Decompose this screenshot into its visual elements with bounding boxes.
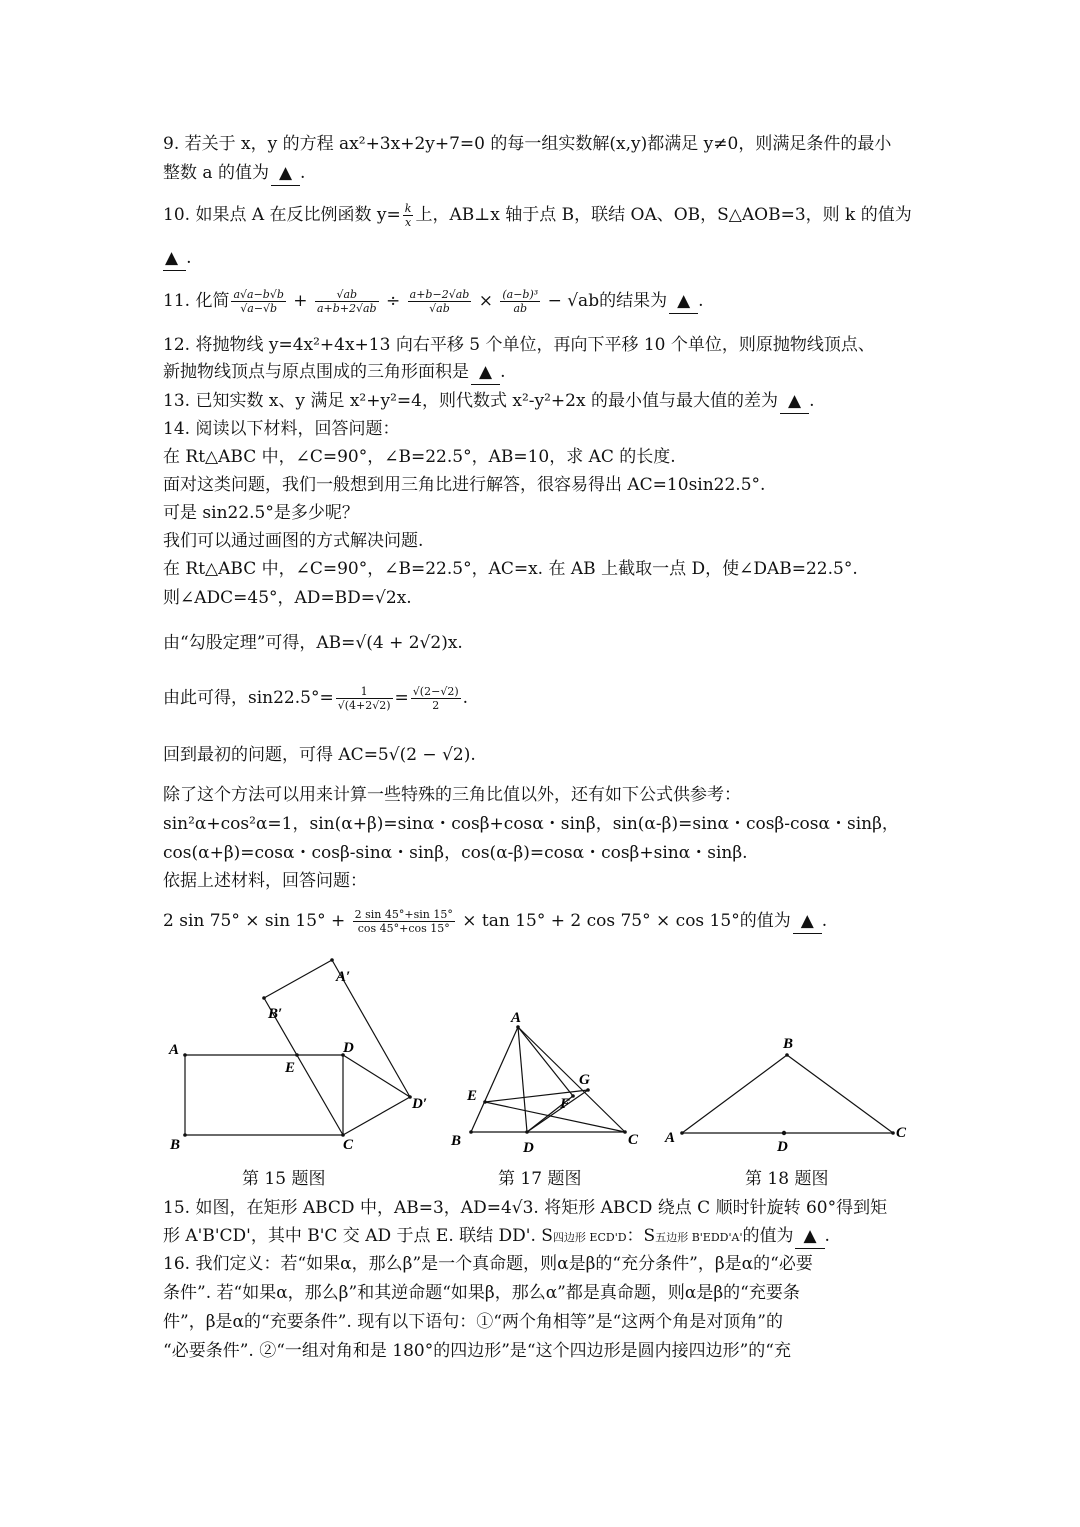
label-D1: D′ [412, 1096, 428, 1112]
problem-10-line-1 [163, 202, 912, 229]
fraction-1 [231, 288, 285, 315]
fraction-numerator: (a−b)³ [502, 288, 539, 301]
point-F [571, 1094, 575, 1098]
fraction-denominator: √ab [429, 302, 450, 315]
fraction-denominator: a+b+2√ab [316, 302, 377, 315]
fraction-denominator: cos 45°+cos 15° [357, 922, 450, 935]
edge-CD1 [343, 1097, 410, 1135]
fraction-numerator: 1 [336, 685, 393, 699]
fraction-denominator: √a−√b [240, 302, 278, 315]
edge-DD1 [343, 1055, 410, 1097]
problem-12-line-1: 12. 将抛物线 y=4x²+4x+13 向右平移 5 个单位，再向下平移 10 个单位，则原抛物线顶点、 [163, 335, 875, 355]
point-B [183, 1133, 187, 1137]
fraction-denominator: 2 [432, 699, 440, 712]
expression-prefix: 2 sin 75° × sin 15° + [163, 911, 346, 931]
problem-15-line-2-c: 的值为 [742, 1226, 794, 1246]
problem-16-line-4: “必要条件”. ②“一组对角和是 180°的四边形”是“这个四边形是圆内接四边形”的“充 [163, 1341, 791, 1361]
point-B [469, 1130, 473, 1134]
label-E: E [467, 1088, 478, 1104]
fraction-2 [315, 288, 379, 315]
point-G [586, 1088, 590, 1092]
fraction-numerator: √ab [315, 288, 379, 302]
label-C: C [628, 1132, 639, 1148]
answer-blank: ▲ [780, 389, 809, 414]
edge-AB [682, 1055, 787, 1133]
label-B1: B′ [268, 1006, 283, 1022]
period: . [462, 688, 469, 708]
problem-15-line-2-b: ：S [626, 1226, 656, 1246]
problem-16-line-2: 条件”. 若“如果α，那么β”和其逆命题“如果β，那么α”都是真命题，则α是β的“充要条 [163, 1283, 800, 1303]
edge-AD [518, 1027, 527, 1132]
problem-9-line-2-text: 整数 a 的值为 [163, 163, 269, 183]
problem-16-line-1: 16. 我们定义：若“如果α，那么β”是一个真命题，则α是β的“充分条件”，β是α的“必要 [163, 1254, 813, 1274]
problem-13-text: 13. 已知实数 x、y 满足 x²+y²=4，则代数式 x²-y²+2x 的最小值与最大值的差为 [163, 391, 778, 411]
problem-10-line-2: ▲ . [163, 246, 191, 271]
label-D: D [523, 1140, 534, 1156]
problem-14-line-8: 由“勾股定理”可得，AB=√(4 + 2√2)x. [163, 633, 463, 653]
edge-B1A1 [264, 960, 332, 998]
problem-9-line-2: 整数 a 的值为 ▲ . [163, 161, 305, 186]
point-E [483, 1100, 487, 1104]
problem-14-expression: 2 sin 75° × sin 15° + $\frac{2 \sin 45^\circ+\sin 15^\circ}{\cos 45^\circ+\cos 15^\circ}$ × tan 15° + 2 cos 75° × cos 15°的值为 ▲ . [163, 908, 828, 935]
answer-blank: ▲ [793, 909, 822, 934]
answer-blank: ▲ [271, 161, 300, 186]
problem-9-line-1: 9. 若关于 x，y 的方程 ax²+3x+2y+7=0 的每一组实数解(x,y)都满足 y≠0，则满足条件的最小 [163, 134, 892, 154]
problem-14-line-12: sin²α+cos²α=1，sin(α+β)=sinα・cosβ+cosα・sinβ，sin(α-β)=sinα・cosβ-cosα・sinβ， [163, 814, 899, 834]
answer-blank: ▲ [471, 360, 500, 385]
point-A [680, 1131, 684, 1135]
problem-12-line-2-text: 新抛物线顶点与原点围成的三角形面积是 [163, 362, 469, 382]
label-D: D [343, 1040, 354, 1056]
edge-AF [518, 1027, 573, 1096]
problem-15-line-1: 15. 如图，在矩形 ABCD 中，AB=3，AD=4√3. 将矩形 ABCD 绕点 C 顺时针旋转 60°得到矩 [163, 1198, 888, 1218]
fraction-numerator: a+b−2√ab [409, 288, 470, 301]
problem-14-line-6: 在 Rt△ABC 中，∠C=90°，∠B=22.5°，AC=x. 在 AB 上截取一点 D，使∠DAB=22.5°. [163, 559, 858, 579]
problem-15-line-2: 形 A'B'CD'，其中 B'C 交 AD 于点 E. 联结 DD'. S四边形 ECD'D：S五边形 B'EDD'A'的值为 ▲ . [163, 1224, 830, 1250]
operator-times: × [478, 291, 493, 311]
problem-11-tail: − √ab的结果为 [547, 291, 668, 311]
fraction-numerator: a√a−b√b [233, 288, 284, 301]
problem-16-line-3: 件”，β是α的“充要条件”. 现有以下语句：①“两个角相等”是“这两个角是对顶角”的 [163, 1312, 783, 1332]
point-A [183, 1053, 187, 1057]
operator-divide: ÷ [386, 291, 401, 311]
problem-11-line: 11. 化简 $\frac{a√a-b√b}{√a-√b}$ + $\frac{√ab}{a+b+2√ab}$ ÷ $\frac{a+b-2√ab}{√ab}$ × $\frac{\text{(a−b)³}}{ab}$ − √ab的结果为 ▲ . [163, 288, 704, 315]
expression-tail: × tan 15° + 2 cos 75° × cos 15°的值为 [462, 911, 791, 931]
label-D: D [777, 1139, 788, 1155]
edge-BC [787, 1055, 893, 1133]
problem-14-line-9-prefix: 由此可得，sin22.5°= [163, 688, 334, 708]
fraction-numerator: √(2−√2) [412, 685, 459, 698]
point-E [295, 1053, 299, 1057]
fraction-numerator: k [404, 202, 412, 215]
problem-14-line-10: 回到最初的问题，可得 AC=5√(2 − √2). [163, 745, 476, 765]
answer-blank: ▲ [163, 246, 186, 271]
fraction-denominator: x [405, 216, 412, 229]
point-A1 [330, 958, 334, 962]
label-G: G [579, 1072, 590, 1088]
label-E: E [285, 1060, 296, 1076]
problem-13-line: 13. 已知实数 x、y 满足 x²+y²=4，则代数式 x²-y²+2x 的最小值与最大值的差为 ▲ . [163, 389, 814, 414]
equals-sign: = [394, 688, 409, 708]
figure-17-caption: 第 17 题图 [498, 1169, 582, 1189]
problem-10-suffix: 上，AB⊥x 轴于点 B，联结 OA、OB，S△AOB=3，则 k 的值为 [415, 205, 912, 225]
point-C [891, 1131, 895, 1135]
problem-14-line-3: 面对这类问题，我们一般想到用三角比进行解答，很容易得出 AC=10sin22.5°. [163, 475, 766, 495]
problem-10-prefix: 10. 如果点 A 在反比例函数 y= [163, 205, 401, 225]
problem-14-line-1: 14. 阅读以下材料，回答问题： [163, 419, 400, 439]
label-A: A [169, 1042, 180, 1058]
point-B1 [262, 996, 266, 1000]
figure-18 [660, 1030, 920, 1160]
label-A1: A′ [336, 969, 351, 985]
label-B: B [170, 1137, 181, 1153]
problem-10-fraction [403, 202, 414, 229]
label-B: B [451, 1133, 462, 1149]
point-D [782, 1131, 786, 1135]
answer-blank: ▲ [795, 1224, 824, 1249]
fraction-numerator: 2 sin 45°+sin 15° [354, 908, 453, 921]
label-A: A [511, 1010, 522, 1026]
problem-11-prefix: 11. 化简 [163, 291, 230, 311]
problem-14-line-11: 除了这个方法可以用来计算一些特殊的三角比值以外，还有如下公式供参考： [163, 785, 741, 805]
problem-12-line-2: 新抛物线顶点与原点围成的三角形面积是 ▲ . [163, 360, 505, 385]
subscript-pentagon: 五边形 B'EDD'A' [655, 1231, 743, 1244]
figure-15-caption: 第 15 题图 [242, 1169, 326, 1189]
label-C: C [896, 1125, 907, 1141]
point-D [525, 1130, 529, 1134]
answer-blank: ▲ [669, 289, 698, 314]
label-A: A [665, 1130, 676, 1146]
fraction-denominator: √(4+2√2) [337, 699, 391, 712]
figure-17 [445, 1005, 645, 1160]
edge-BA [471, 1027, 518, 1132]
fraction-3 [408, 288, 472, 315]
label-F: F [560, 1096, 571, 1112]
subscript-quadrilateral: 四边形 ECD'D [552, 1231, 627, 1244]
expression-fraction [353, 908, 455, 935]
problem-14-line-2: 在 Rt△ABC 中，∠C=90°，∠B=22.5°，AB=10，求 AC 的长度. [163, 447, 676, 467]
figure-15 [160, 955, 450, 1155]
sin-fraction-1 [336, 685, 393, 712]
problem-14-line-4: 可是 sin22.5°是多少呢？ [163, 503, 359, 523]
problem-14-line-5: 我们可以通过画图的方式解决问题. [163, 531, 424, 551]
label-C: C [343, 1137, 354, 1153]
problem-14-line-13: cos(α+β)=cosα・cosβ-sinα・sinβ，cos(α-β)=cosα・cosβ+sinα・sinβ. [163, 843, 748, 863]
edge-EC [485, 1102, 625, 1132]
label-B: B [783, 1036, 794, 1052]
figure-18-caption: 第 18 题图 [745, 1169, 829, 1189]
operator-plus: + [293, 291, 308, 311]
sin-fraction-2 [411, 685, 461, 712]
point-C [623, 1130, 627, 1134]
problem-14-line-9 [163, 685, 468, 712]
fraction-4 [500, 288, 540, 315]
edge-AC [518, 1027, 625, 1132]
problem-15-line-2-a: 形 A'B'CD'，其中 B'C 交 AD 于点 E. 联结 DD'. S [163, 1226, 553, 1246]
problem-14-line-7: 则∠ADC=45°，AD=BD=√2x. [163, 588, 412, 608]
point-B [785, 1053, 789, 1057]
problem-14-line-14: 依据上述材料，回答问题： [163, 871, 367, 891]
fraction-denominator: ab [513, 302, 528, 315]
